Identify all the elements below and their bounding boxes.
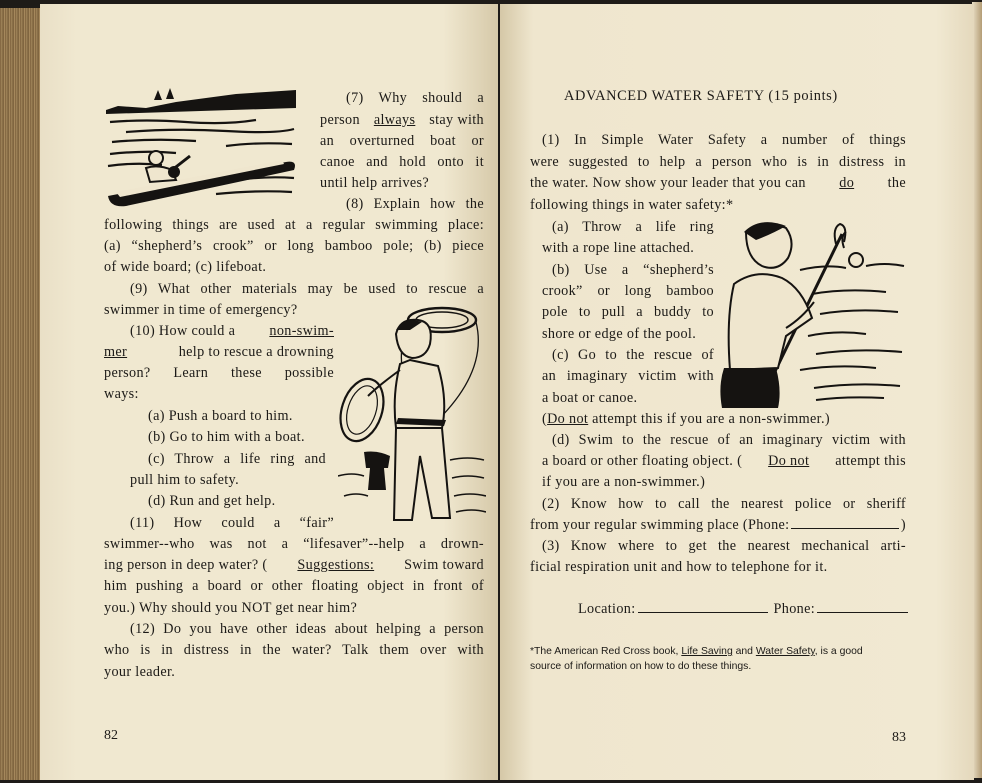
- item-c-line-2: an imaginary victim with: [542, 368, 714, 384]
- not-swimmer-note: (Do not attempt this if you are a non-swimmer.): [542, 411, 830, 427]
- footnote-line-2: source of information on how to do these things.: [530, 661, 752, 672]
- page-number-left: 82: [104, 728, 118, 743]
- q10-line-1: (10) How could a non-swim-: [130, 323, 334, 339]
- footnote: [530, 644, 863, 674]
- item-d-line-1: (d) Swim to the rescue of an imaginary victim with: [552, 432, 906, 448]
- location-phone-line: Location: Phone:: [578, 599, 908, 620]
- item-d-line-2: a board or other floating object. ( Do not attempt this: [542, 453, 906, 469]
- q9-line-1: (9) What other materials may be used to rescue a: [130, 281, 484, 297]
- q12-line-2: who is in distress in the water? Talk them over with: [104, 642, 484, 658]
- item-a-line-1: (a) Throw a life ring: [552, 219, 714, 235]
- item-b-line-4: shore or edge of the pool.: [542, 326, 697, 342]
- item-3-line-2: ficial respiration unit and how to telephone for it.: [530, 559, 828, 575]
- intro-line-2: were suggested to help a person who is in distress in: [530, 154, 906, 170]
- item-a-line-2: with a rope line attached.: [542, 240, 695, 256]
- q10-line-3: person? Learn these possible: [104, 365, 334, 381]
- q7-line-1: (7) Why should a: [346, 90, 484, 106]
- q11-line-1: (11) How could a “fair”: [130, 515, 334, 531]
- canoe-illustration: [106, 84, 298, 212]
- q11-line-3: ing person in deep water? ( Suggestions: Swim toward: [104, 557, 484, 573]
- q8-line-4: of wide board; (c) lifeboat.: [104, 259, 267, 275]
- boy-with-life-ring-illustration: [338, 300, 486, 528]
- location-blank[interactable]: [638, 600, 768, 613]
- item-c-line-3: a boat or canoe.: [542, 390, 638, 406]
- way-c: (c) Throw a life ring and: [148, 451, 326, 467]
- q7-line-3: an overturned boat or: [320, 133, 484, 149]
- q10-line-2: mer help to rescue a drowning: [104, 344, 334, 360]
- item-2-line-2: from your regular swimming place (Phone: ): [530, 517, 906, 533]
- q7-line-2: person always stay with: [320, 112, 484, 128]
- item-b-line-1: (b) Use a “shepherd’s: [552, 262, 714, 278]
- way-a: (a) Push a board to him.: [148, 408, 293, 424]
- q11-line-4: him pushing a board or other floating object in front of: [104, 578, 484, 594]
- footnote-line-1: *The American Red Cross book, Life Saving and Water Safety, is a good: [530, 646, 863, 657]
- item-c-line-1: (c) Go to the rescue of: [552, 347, 714, 363]
- q12-line-1: (12) Do you have other ideas about helping a person: [130, 621, 484, 637]
- intro-line-3: the water. Now show your leader that you can do the: [530, 175, 906, 191]
- page-number-right: 83: [892, 730, 906, 745]
- way-d: (d) Run and get help.: [148, 493, 276, 509]
- phone-blank-item-2[interactable]: [791, 516, 898, 529]
- q9-line-2: swimmer in time of emergency?: [104, 302, 298, 318]
- q10-line-4: ways:: [104, 386, 139, 402]
- q11-line-2: swimmer--who was not a “lifesaver”--help a drown-: [104, 536, 484, 552]
- q12-line-3: your leader.: [104, 664, 176, 680]
- q8-line-3: (a) “shepherd’s crook” or long bamboo pole; (b) piece: [104, 238, 484, 254]
- item-3-line-1: (3) Know where to get the nearest mechanical arti-: [542, 538, 906, 554]
- boy-with-pole-illustration: [716, 218, 908, 408]
- q7-line-4: canoe and hold onto it: [320, 154, 484, 170]
- item-b-line-3: pole to pull a buddy to: [542, 304, 714, 320]
- left-page: [40, 4, 498, 780]
- q11-line-5: you.) Why should you NOT get near him?: [104, 600, 358, 616]
- way-c-cont: pull him to safety.: [130, 472, 239, 488]
- intro-line-1: (1) In Simple Water Safety a number of things: [542, 132, 906, 148]
- q7-line-5: until help arrives?: [320, 175, 430, 191]
- intro-line-4: following things in water safety:*: [530, 197, 734, 213]
- right-page: [500, 4, 974, 780]
- item-d-line-3: if you are a non-swimmer.): [542, 474, 706, 490]
- item-b-line-2: crook” or long bamboo: [542, 283, 714, 299]
- phone-blank[interactable]: [817, 600, 908, 613]
- q8-line-1: (8) Explain how the: [346, 196, 484, 212]
- section-heading: ADVANCED WATER SAFETY (15 points): [564, 88, 838, 104]
- way-b: (b) Go to him with a boat.: [148, 429, 305, 445]
- q8-line-2: following things are used at a regular swimming place:: [104, 217, 484, 233]
- item-2-line-1: (2) Know how to call the nearest police or sheriff: [542, 496, 906, 512]
